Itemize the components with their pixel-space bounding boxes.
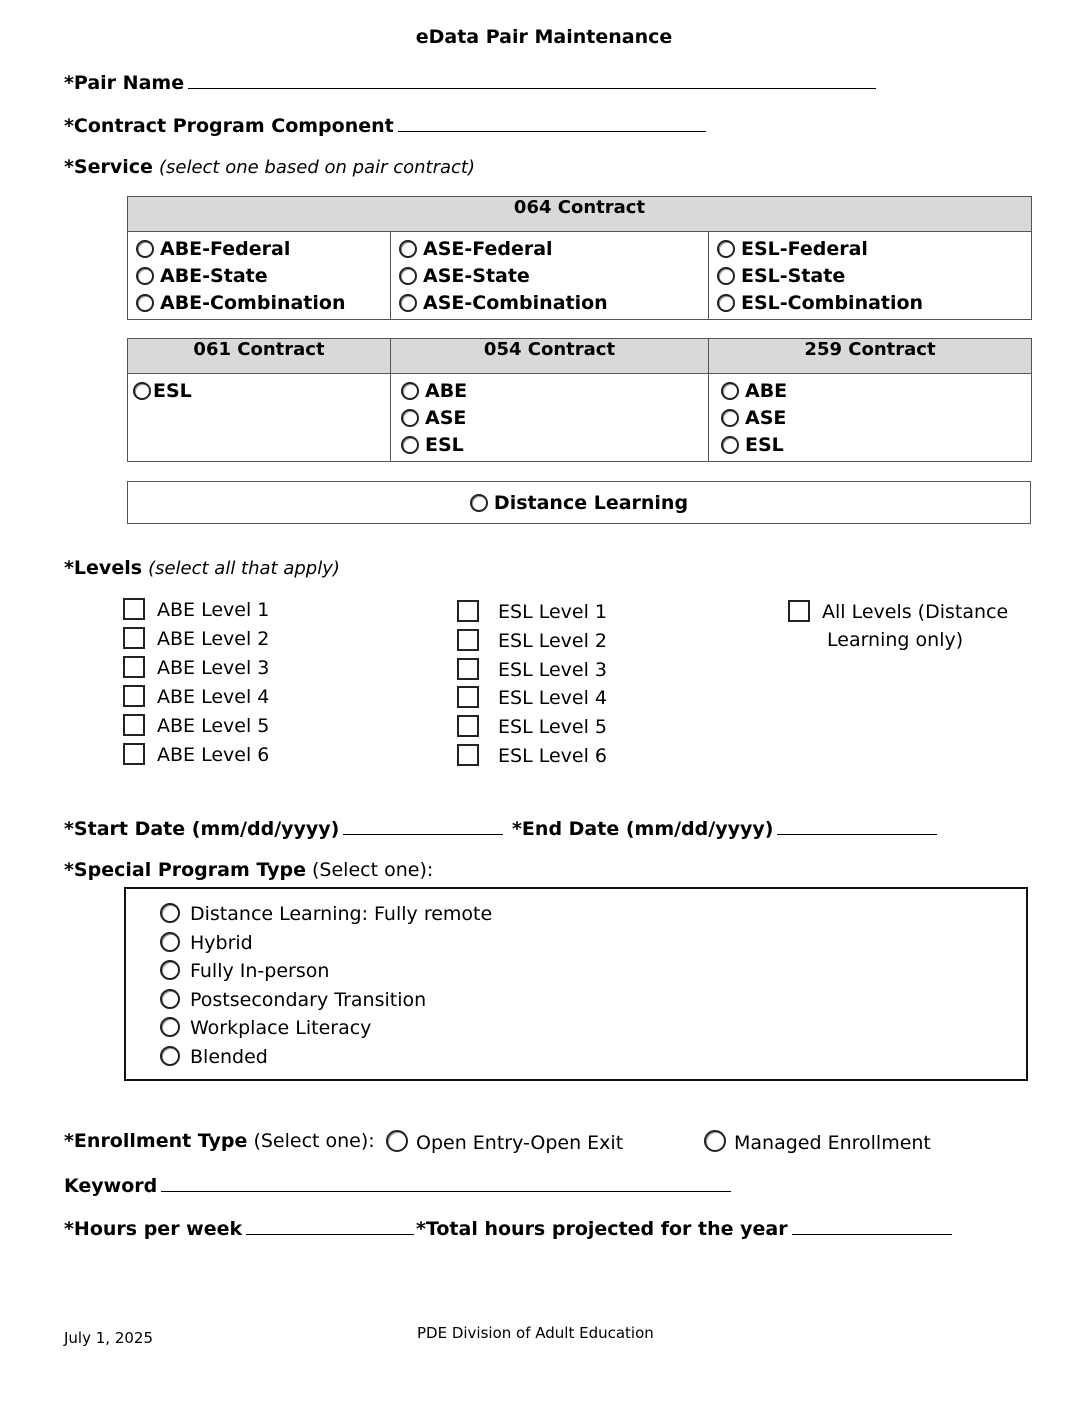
contract-259-header: 259 Contract: [709, 339, 1032, 374]
special-program-label: *Special Program Type: [64, 859, 306, 881]
special-program-box: [124, 887, 1028, 1081]
checkbox-icon[interactable]: [457, 600, 479, 622]
esl-level-4[interactable]: ESL Level 4: [457, 686, 607, 709]
esl-level-5[interactable]: ESL Level 5: [457, 715, 607, 738]
end-date-row: [512, 816, 937, 840]
contract-064-col-ase: [391, 232, 709, 320]
radio-icon[interactable]: [160, 903, 180, 923]
hours-per-week-row: [64, 1216, 414, 1240]
radio-icon[interactable]: [721, 382, 739, 400]
radio-icon[interactable]: [717, 267, 735, 285]
abe-level-2[interactable]: ABE Level 2: [123, 627, 269, 650]
pair-name-row: [64, 70, 876, 94]
abe-level-6[interactable]: ABE Level 6: [123, 743, 269, 766]
radio-icon[interactable]: [401, 382, 419, 400]
radio-icon[interactable]: [160, 1017, 180, 1037]
radio-icon[interactable]: [160, 960, 180, 980]
checkbox-icon[interactable]: [457, 686, 479, 708]
contract-064-col-abe: [128, 232, 391, 320]
abe-level-1[interactable]: ABE Level 1: [123, 598, 269, 621]
radio-option[interactable]: ABE-Combination: [128, 290, 390, 317]
footer-date: July 1, 2025: [64, 1329, 153, 1347]
contract-064-table: [127, 196, 1032, 320]
radio-icon[interactable]: [386, 1130, 408, 1152]
checkbox-icon[interactable]: [123, 714, 145, 736]
contract-program-label: *Contract Program Component: [64, 115, 394, 137]
radio-icon[interactable]: [133, 382, 151, 400]
special-program-option[interactable]: Workplace Literacy: [126, 1014, 1026, 1043]
end-date-field[interactable]: [777, 816, 937, 835]
levels-label: *Levels: [64, 557, 143, 579]
enrollment-heading: [64, 1130, 375, 1152]
contract-054-col: [391, 374, 709, 462]
keyword-field[interactable]: [161, 1173, 731, 1192]
distance-learning-box: [127, 481, 1031, 524]
radio-icon[interactable]: [399, 267, 417, 285]
radio-icon[interactable]: [136, 240, 154, 258]
radio-icon[interactable]: [401, 409, 419, 427]
radio-option[interactable]: ESL-Combination: [709, 290, 1031, 317]
radio-option[interactable]: ASE-State: [391, 263, 708, 290]
checkbox-icon[interactable]: [457, 658, 479, 680]
radio-icon[interactable]: [704, 1130, 726, 1152]
hours-per-week-label: *Hours per week: [64, 1218, 243, 1240]
radio-icon[interactable]: [136, 267, 154, 285]
total-hours-field[interactable]: [792, 1216, 952, 1235]
radio-option[interactable]: ABE: [391, 378, 708, 405]
checkbox-icon[interactable]: [457, 744, 479, 766]
contract-program-field[interactable]: [398, 113, 706, 132]
keyword-row: [64, 1173, 731, 1197]
keyword-label: Keyword: [64, 1175, 158, 1197]
radio-icon[interactable]: [160, 932, 180, 952]
page-title: eData Pair Maintenance: [415, 26, 673, 48]
radio-icon[interactable]: [399, 240, 417, 258]
radio-option[interactable]: ABE-Federal: [128, 236, 390, 263]
pair-name-label: *Pair Name: [64, 72, 185, 94]
radio-icon[interactable]: [470, 494, 488, 512]
start-date-label: *Start Date (mm/dd/yyyy): [64, 818, 340, 840]
levels-hint: (select all that apply): [148, 558, 340, 579]
end-date-label: *End Date (mm/dd/yyyy): [512, 818, 774, 840]
radio-icon[interactable]: [717, 294, 735, 312]
radio-icon[interactable]: [721, 409, 739, 427]
esl-level-3[interactable]: ESL Level 3: [457, 658, 607, 681]
contract-program-row: [64, 113, 706, 137]
checkbox-icon[interactable]: [123, 598, 145, 620]
radio-option[interactable]: ABE: [709, 378, 1031, 405]
radio-icon[interactable]: [160, 989, 180, 1009]
radio-icon[interactable]: [717, 240, 735, 258]
special-program-hint: (Select one):: [312, 859, 434, 881]
contracts-other-table: [127, 338, 1032, 462]
radio-icon[interactable]: [160, 1046, 180, 1066]
special-program-option[interactable]: Fully In-person: [126, 957, 1026, 986]
radio-icon[interactable]: [399, 294, 417, 312]
radio-option[interactable]: ABE-State: [128, 263, 390, 290]
contract-061-header: 061 Contract: [128, 339, 391, 374]
all-levels-continued: Learning only): [827, 629, 964, 651]
radio-icon[interactable]: [401, 436, 419, 454]
service-heading: [64, 156, 475, 178]
abe-level-3[interactable]: ABE Level 3: [123, 656, 269, 679]
radio-option[interactable]: ESL: [709, 432, 1031, 459]
special-program-option[interactable]: Hybrid: [126, 929, 1026, 958]
service-hint: (select one based on pair contract): [158, 157, 475, 178]
checkbox-icon[interactable]: [123, 685, 145, 707]
checkbox-icon[interactable]: [123, 656, 145, 678]
radio-option[interactable]: ASE: [709, 405, 1031, 432]
distance-learning-option[interactable]: Distance Learning: [470, 492, 688, 514]
start-date-field[interactable]: [343, 816, 503, 835]
radio-option[interactable]: ASE-Federal: [391, 236, 708, 263]
contract-054-header: 054 Contract: [391, 339, 709, 374]
esl-level-1[interactable]: ESL Level 1: [457, 600, 607, 623]
esl-level-6[interactable]: ESL Level 6: [457, 744, 607, 767]
levels-heading: [64, 557, 340, 579]
special-program-heading: [64, 859, 433, 881]
abe-level-5[interactable]: ABE Level 5: [123, 714, 269, 737]
special-program-option[interactable]: Postsecondary Transition: [126, 986, 1026, 1015]
checkbox-icon[interactable]: [788, 600, 810, 622]
checkbox-icon[interactable]: [457, 715, 479, 737]
radio-option[interactable]: ESL-State: [709, 263, 1031, 290]
contract-259-col: [709, 374, 1032, 462]
radio-option[interactable]: ASE-Combination: [391, 290, 708, 317]
abe-level-4[interactable]: ABE Level 4: [123, 685, 269, 708]
enrollment-label: *Enrollment Type: [64, 1130, 248, 1152]
radio-option[interactable]: ESL: [128, 378, 390, 405]
radio-option[interactable]: ESL-Federal: [709, 236, 1031, 263]
service-label: *Service: [64, 156, 153, 178]
checkbox-icon[interactable]: [457, 629, 479, 651]
checkbox-icon[interactable]: [123, 627, 145, 649]
esl-level-2[interactable]: ESL Level 2: [457, 629, 607, 652]
all-levels-option[interactable]: All Levels (Distance: [788, 600, 1008, 623]
special-program-option[interactable]: Distance Learning: Fully remote: [126, 900, 1026, 929]
enrollment-hint: (Select one):: [253, 1130, 375, 1152]
start-date-row: [64, 816, 503, 840]
radio-option[interactable]: ESL: [391, 432, 708, 459]
contract-064-header: 064 Contract: [128, 197, 1032, 232]
contract-061-col: [128, 374, 391, 462]
total-hours-label: *Total hours projected for the year: [416, 1218, 788, 1240]
radio-icon[interactable]: [721, 436, 739, 454]
radio-icon[interactable]: [136, 294, 154, 312]
enrollment-option-managed[interactable]: Managed Enrollment: [704, 1130, 931, 1154]
checkbox-icon[interactable]: [123, 743, 145, 765]
pair-name-field[interactable]: [188, 70, 876, 89]
footer-org: PDE Division of Adult Education: [417, 1324, 654, 1342]
radio-option[interactable]: ASE: [391, 405, 708, 432]
total-hours-row: [416, 1216, 952, 1240]
hours-per-week-field[interactable]: [246, 1216, 414, 1235]
enrollment-option-open[interactable]: Open Entry-Open Exit: [386, 1130, 623, 1154]
special-program-option[interactable]: Blended: [126, 1043, 1026, 1072]
contract-064-col-esl: [709, 232, 1032, 320]
